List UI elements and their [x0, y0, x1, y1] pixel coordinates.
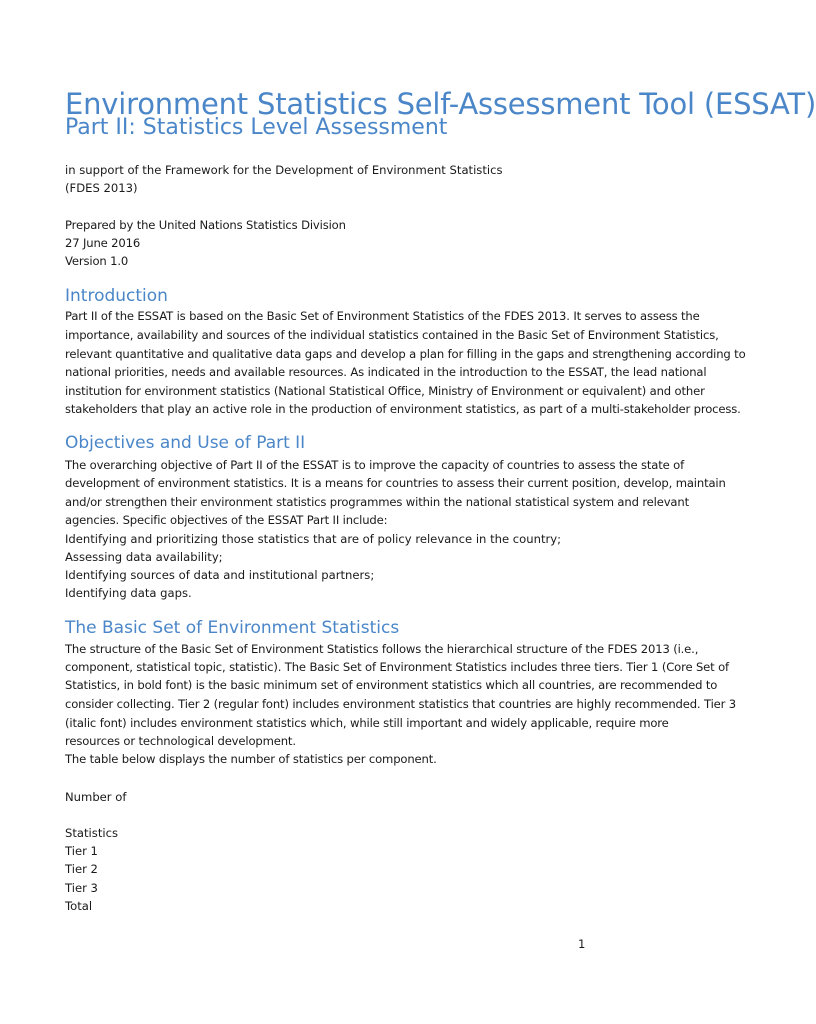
- table-header-number-of: Number of: [65, 790, 127, 804]
- document-title: Environment Statistics Self-Assessment Tool (ESSAT): [65, 87, 816, 121]
- basic-set-line: (italic font) includes environment statistics which, while still important and widely applicable, require more: [65, 716, 669, 730]
- objectives-line: agencies. Specific objectives of the ESSAT Part II include:: [65, 513, 388, 527]
- objectives-line: development of environment statistics. It is a means for countries to assess their current position, develop, maintain: [65, 476, 726, 490]
- document-version: Version 1.0: [65, 254, 129, 268]
- objectives-list-item: Identifying and prioritizing those statistics that are of policy relevance in the country;: [65, 532, 562, 546]
- introduction-line: national priorities, needs and available resources. As indicated in the introduction to the ESSAT, the lead national: [65, 365, 707, 379]
- introduction-line: importance, availability and sources of the individual statistics contained in the Basic Set of Environment Statistics,: [65, 328, 719, 342]
- objectives-list-item: Identifying sources of data and institutional partners;: [65, 568, 375, 582]
- objectives-line: The overarching objective of Part II of the ESSAT is to improve the capacity of countries to assess the state of: [65, 458, 685, 472]
- introduction-line: relevant quantitative and qualitative data gaps and develop a plan for filling in the gaps and strengthening according to: [65, 347, 746, 361]
- introduction-heading: Introduction: [65, 286, 168, 306]
- document-subtitle: Part II: Statistics Level Assessment: [65, 115, 448, 140]
- basic-set-line: The structure of the Basic Set of Environment Statistics follows the hierarchical structure of the FDES 2013 (i.e.,: [65, 642, 699, 656]
- table-header-statistics: Statistics: [65, 826, 118, 840]
- basic-set-line: component, statistical topic, statistic). The Basic Set of Environment Statistics includes three tiers. Tier 1 (Core Set of: [65, 660, 729, 674]
- introduction-line: stakeholders that play an active role in the production of environment statistics, as part of a multi-stakeholder process.: [65, 402, 741, 416]
- basic-set-line: The table below displays the number of statistics per component.: [65, 752, 437, 766]
- objectives-heading: Objectives and Use of Part II: [65, 433, 306, 453]
- support-line-2: (FDES 2013): [65, 181, 138, 195]
- table-row-label: Total: [65, 899, 93, 913]
- document-date: 27 June 2016: [65, 236, 141, 250]
- introduction-line: institution for environment statistics (National Statistical Office, Ministry of Environment or equivalent) and other: [65, 384, 705, 398]
- objectives-list-item: Assessing data availability;: [65, 550, 223, 564]
- basic-set-line: Statistics, in bold font) is the basic minimum set of environment statistics which all countries, are recommended to: [65, 678, 718, 692]
- table-row-label: Tier 2: [65, 862, 98, 876]
- objectives-line: and/or strengthen their environment statistics programmes within the national statistical system and relevant: [65, 495, 689, 509]
- table-row-label: Tier 1: [65, 844, 98, 858]
- introduction-line: Part II of the ESSAT is based on the Basic Set of Environment Statistics of the FDES 2013. It serves to assess the: [65, 309, 700, 323]
- page-number: 1: [578, 937, 586, 951]
- basic-set-line: resources or technological development.: [65, 734, 296, 748]
- table-row-label: Tier 3: [65, 881, 98, 895]
- page-content: [65, 0, 816, 1024]
- basic-set-line: consider collecting. Tier 2 (regular font) includes environment statistics that countries are highly recommended. Tier 3: [65, 697, 736, 711]
- objectives-list-item: Identifying data gaps.: [65, 586, 192, 600]
- basic-set-heading: The Basic Set of Environment Statistics: [65, 618, 400, 638]
- prepared-by: Prepared by the United Nations Statistics Division: [65, 218, 346, 232]
- support-line-1: in support of the Framework for the Development of Environment Statistics: [65, 163, 503, 177]
